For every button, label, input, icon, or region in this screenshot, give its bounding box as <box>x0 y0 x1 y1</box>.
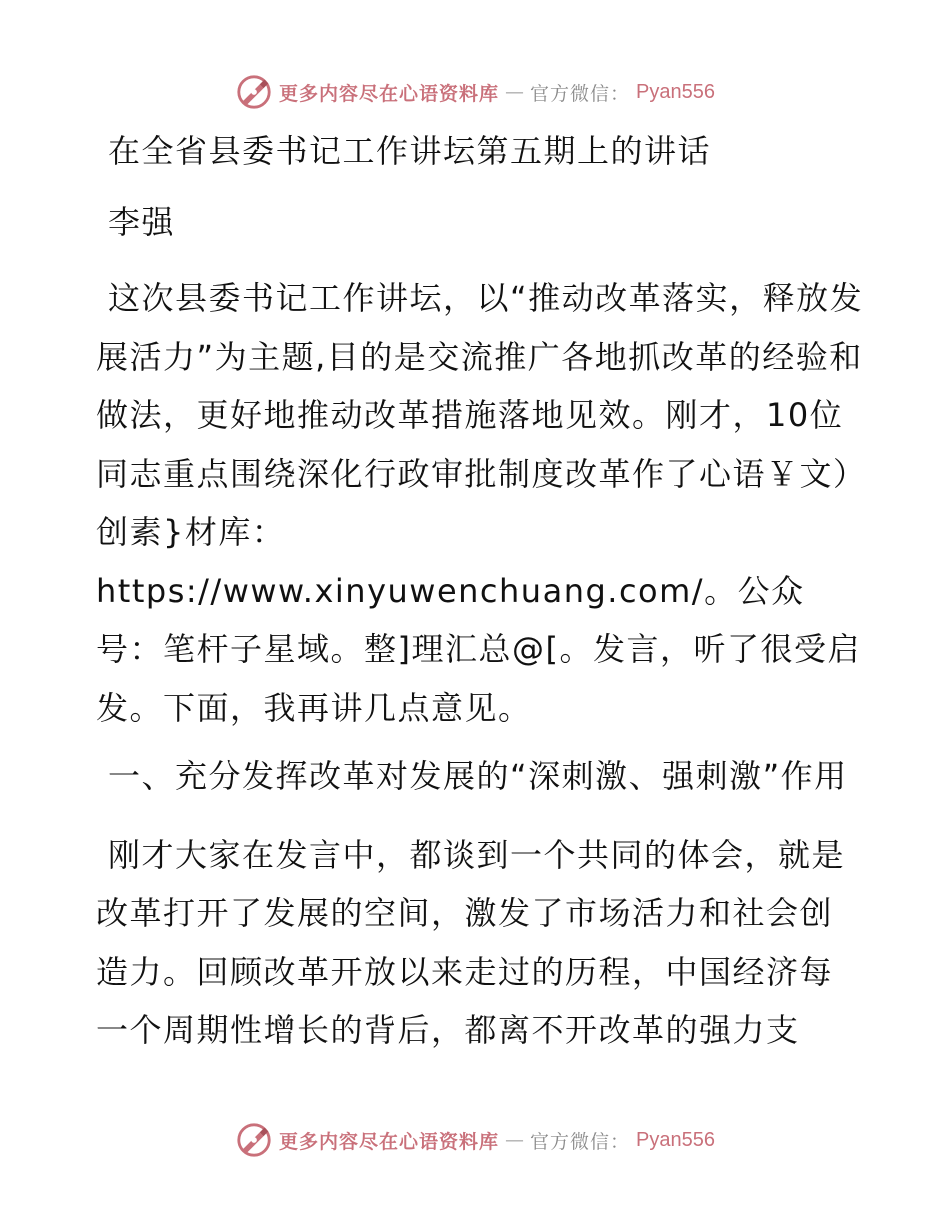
pen-logo-icon <box>235 1121 273 1159</box>
watermark-wechat-id: Pyan556 <box>636 1128 715 1151</box>
watermark-separator: — <box>505 1129 525 1151</box>
watermark-wechat-id: Pyan556 <box>636 80 715 103</box>
footer-watermark <box>0 1118 950 1162</box>
pen-logo-icon <box>235 73 273 111</box>
document-title: 在全省县委书记工作讲坛第五期上的讲话 <box>108 132 712 170</box>
document-body <box>96 122 866 1060</box>
paragraph-section-1: 刚才大家在发言中，都谈到一个共同的体会，就是改革打开了发展的空间，激发了市场活力和社会创造力。回顾改革开放以来走过的历程，中国经济每一个周期性增长的背后，都离不开改革的强力支 <box>96 835 846 1049</box>
paragraph-intro: 这次县委书记工作讲坛，以“推动改革落实，释放发展活力”为主题,目的是交流推广各地抓改革的经验和做法，更好地推动改革措施落地见效。刚才，10位同志重点围绕深化行政审批制度改革作了心语￥文）创素}材库：https://www.xinyuwenchuang.com/。公众号：笔杆子星域。整]理汇总@[。发言，听了很受启发。下面，我再讲几点意见。 <box>96 279 864 727</box>
section-heading-1: 一、充分发挥改革对发展的“深刺激、强刺激”作用 <box>108 757 848 795</box>
watermark-official-label: 官方微信： <box>530 1130 631 1153</box>
watermark-separator: — <box>505 81 525 103</box>
watermark-official-label: 官方微信： <box>530 82 631 105</box>
header-watermark <box>0 70 950 114</box>
document-author: 李强 <box>108 202 176 241</box>
watermark-text: 更多内容尽在心语资料库 <box>279 1130 500 1153</box>
watermark-text: 更多内容尽在心语资料库 <box>279 82 500 105</box>
